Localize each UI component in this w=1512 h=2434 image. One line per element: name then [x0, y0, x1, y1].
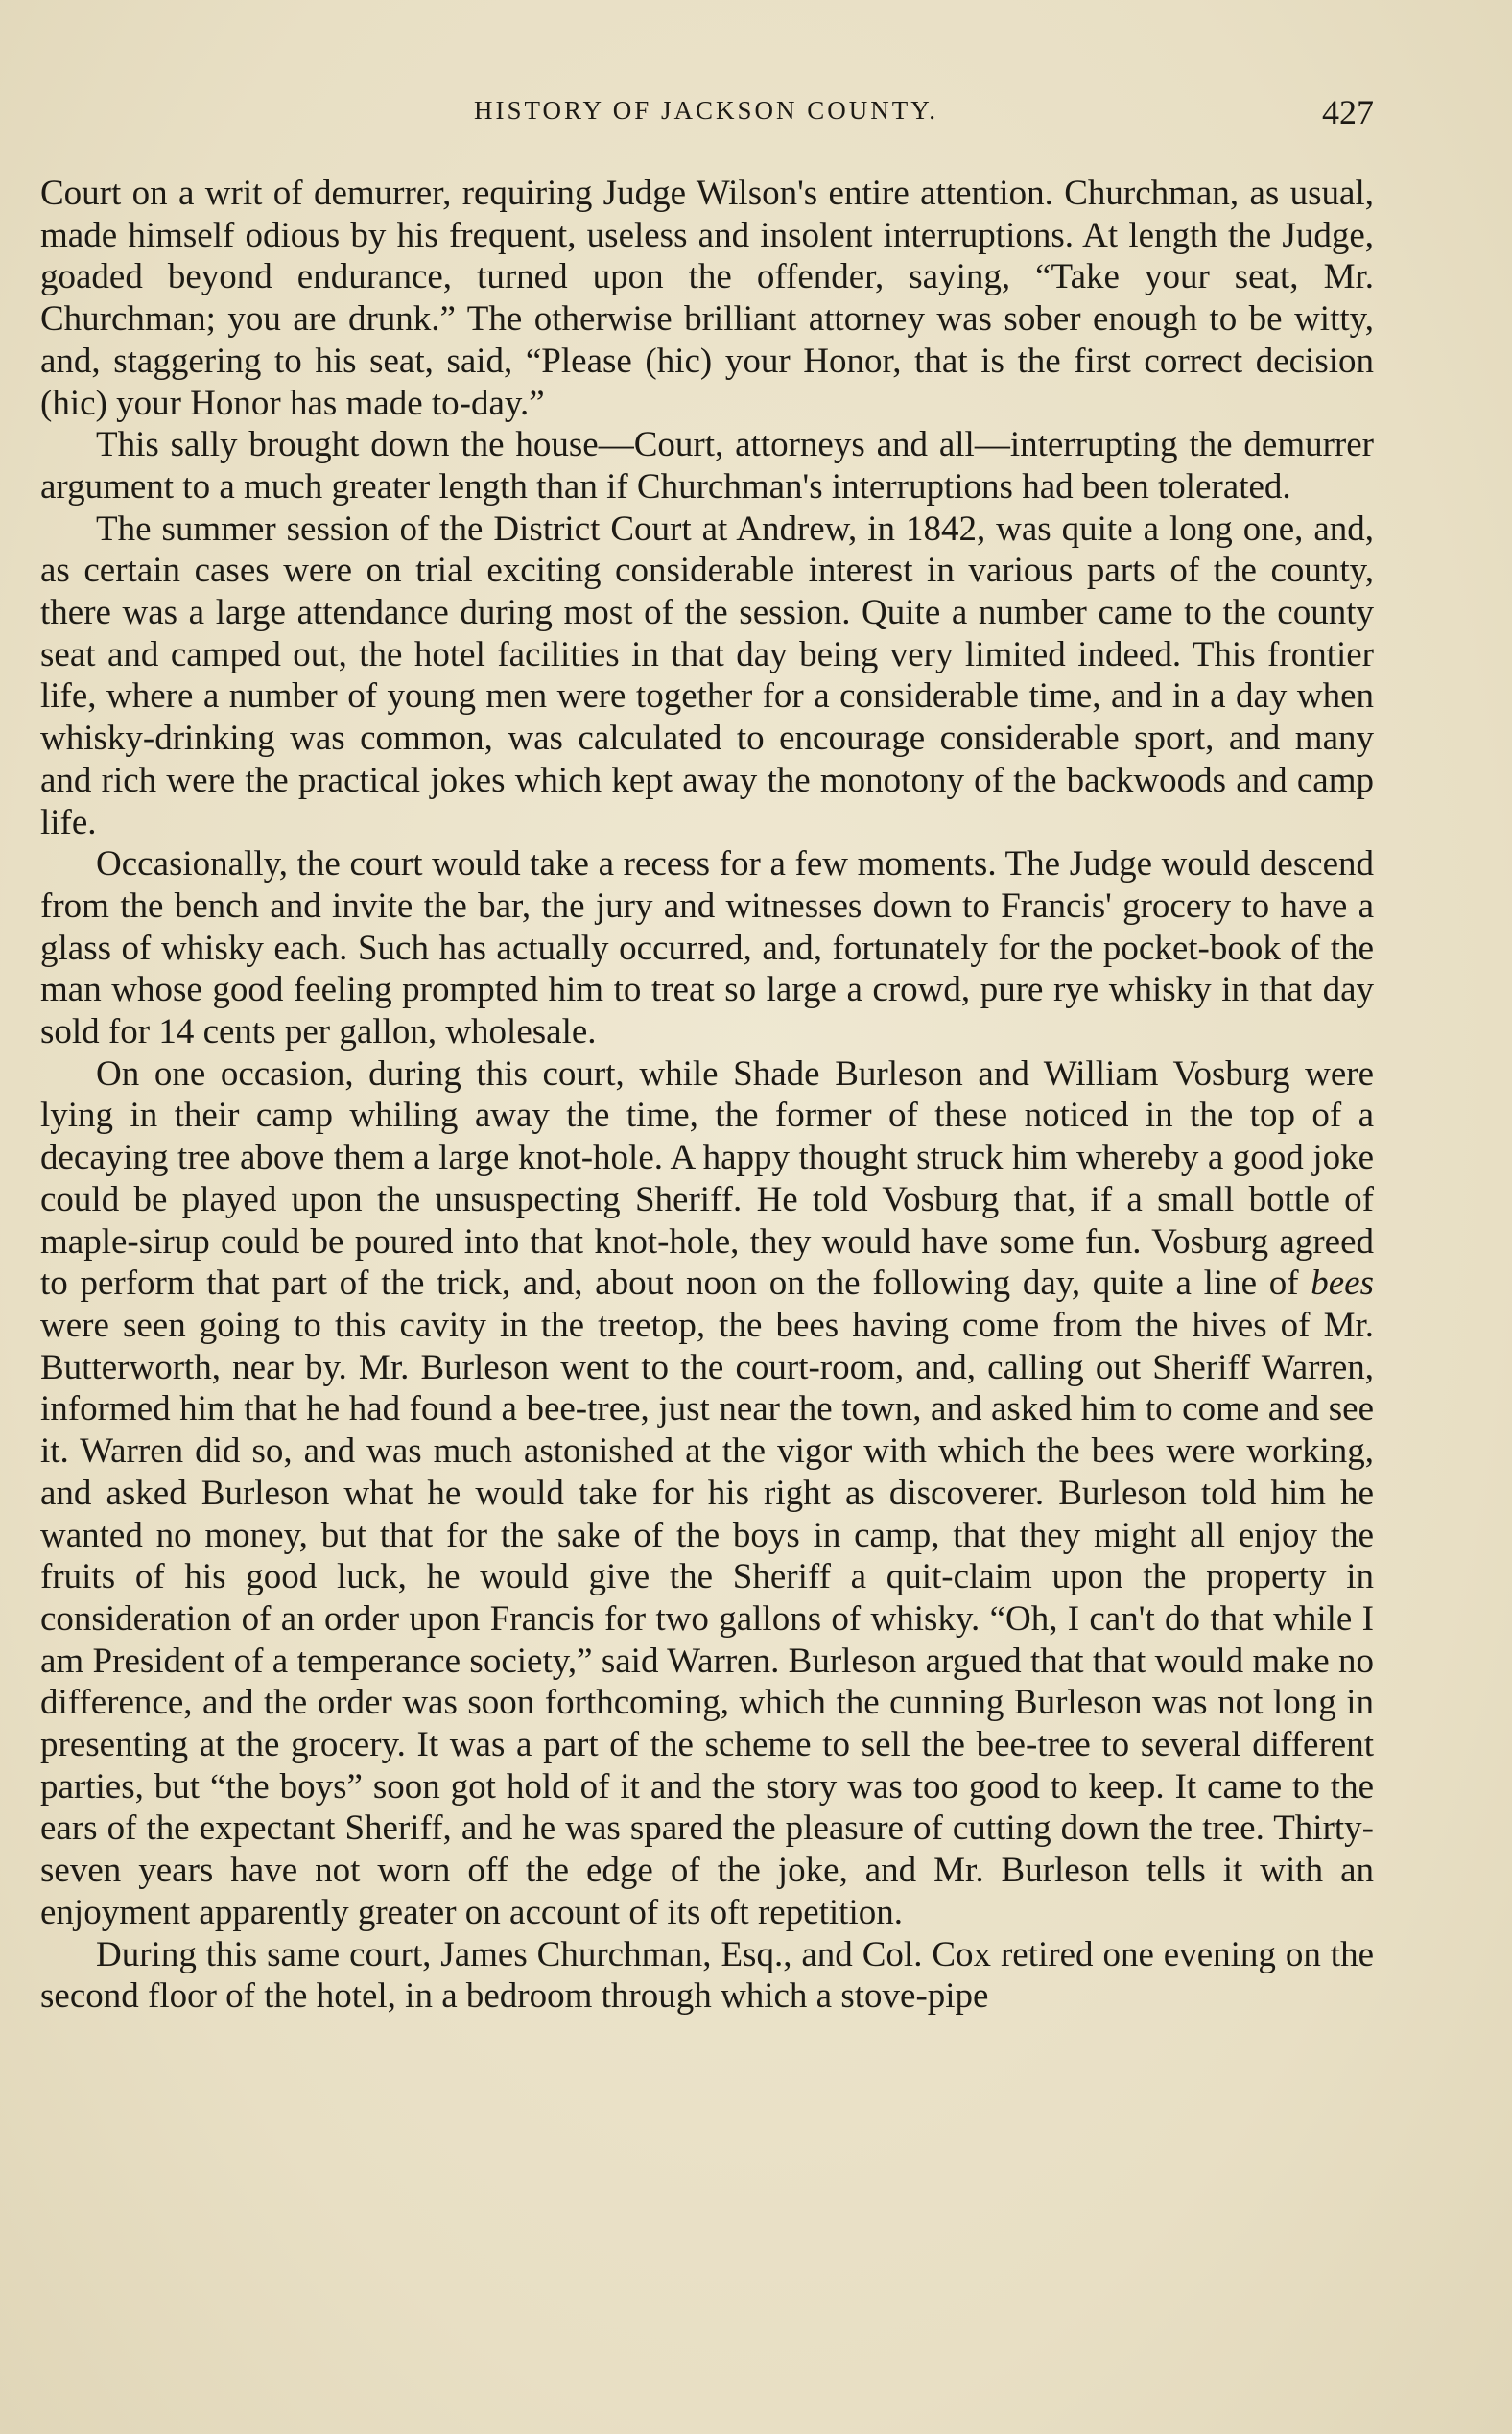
running-head: HISTORY OF JACKSON COUNTY. [473, 96, 939, 125]
paragraph-sally: This sally brought down the house—Court, attorneys and all—interrupting the demurrer argument to a much greater length than if Churchman's interruptions had been tolerated. [40, 425, 1374, 507]
paragraph-summer-session: The summer session of the District Court at Andrew, in 1842, was quite a long one, and, as certain cases were on trial exciting considerable interest in various parts of the county, there was a large attendance during most of the session. Quite a number came to the county seat and camped out, the hotel facilities in that day being very limited indeed. This frontier life, where a number of young men were together for a considerable time, and in a day when whisky-drinking was common, was calculated to encourage considerable sport, and many and rich were the practical jokes which kept away the monotony of the backwoods and camp life. [40, 508, 1374, 842]
bee-tree-text-after: were seen going to this cavity in the treetop, the bees having come from the hives of Mr. Butterworth, near by. Mr. Burleson went to the court-room, and, calling out Sheriff Warren, informed him that he had found a bee-tree, just near the town, and asked him to come and see it. Warren did so, and was much astonished at the vigor with which the bees were working, and asked Burleson what he would take for his right as discoverer. Burleson told him he wanted no money, but that for the sake of the boys in camp, that they might all enjoy the fruits of his good luck, he would give the Sheriff a quit-claim upon the property in consideration of an order upon Francis for two gallons of whisky. “Oh, I can't do that while I am President of a temperance society,” said Warren. Burleson argued that that would make no difference, and the order was soon forthcoming, which the cunning Burleson was not long in presenting at the grocery. It was a part of the scheme to sell the bee-tree to several different parties, but “the boys” soon got hold of it and the story was too good to keep. It came to the ears of the expectant Sheriff, and he was spared the pleasure of cutting down the tree. Thirty-seven years have not worn off the edge of the joke, and Mr. Burleson tells it with an enjoyment apparently greater on account of its oft repetition. [40, 1305, 1374, 1932]
paragraph-same-court: During this same court, James Churchman, Esq., and Col. Cox retired one evening on the second floor of the hotel, in a bedroom through which a stove-pipe [40, 1934, 1374, 2017]
bee-tree-text-before: On one occasion, during this court, while Shade Burleson and William Vosburg were lying in their camp whiling away the time, the former of these noticed in the top of a decaying tree above them a large knot-hole. A happy thought struck him whereby a good joke could be played upon the unsuspecting Sheriff. He told Vosburg that, if a small bottle of maple-sirup could be poured into that knot-hole, they would have some fun. Vosburg agreed to perform that part of the trick, and, about noon on the following day, quite a line of [40, 1053, 1374, 1304]
bees-italic-word: bees [1311, 1264, 1374, 1304]
paragraph-demurrer-anecdote: Court on a writ of demurrer, requiring Judge Wilson's entire attention. Churchman, as usual, made himself odious by his frequent, useless and insolent interruptions. At length the Judge, goaded beyond endurance, turned upon the offender, saying, “Take your seat, Mr. Churchman; you are drunk.” The otherwise brilliant attorney was sober enough to be witty, and, staggering to his seat, said, “Please (hic) your Honor, that is the first correct decision (hic) your Honor has made to-day.” [40, 174, 1374, 423]
paragraph-bee-tree [40, 1053, 1374, 1934]
page-number: 427 [1322, 93, 1374, 131]
body-text [40, 173, 1374, 2018]
paragraph-recess: Occasionally, the court would take a recess for a few moments. The Judge would descend from the bench and invite the bar, the jury and witnesses down to Francis' grocery to have a glass of whisky each. Such has actually occurred, and, fortunately for the pocket-book of the man whose good feeling prompted him to treat so large a crowd, pure rye whisky in that day sold for 14 cents per gallon, wholesale. [40, 844, 1374, 1052]
page-header [38, 92, 1374, 136]
